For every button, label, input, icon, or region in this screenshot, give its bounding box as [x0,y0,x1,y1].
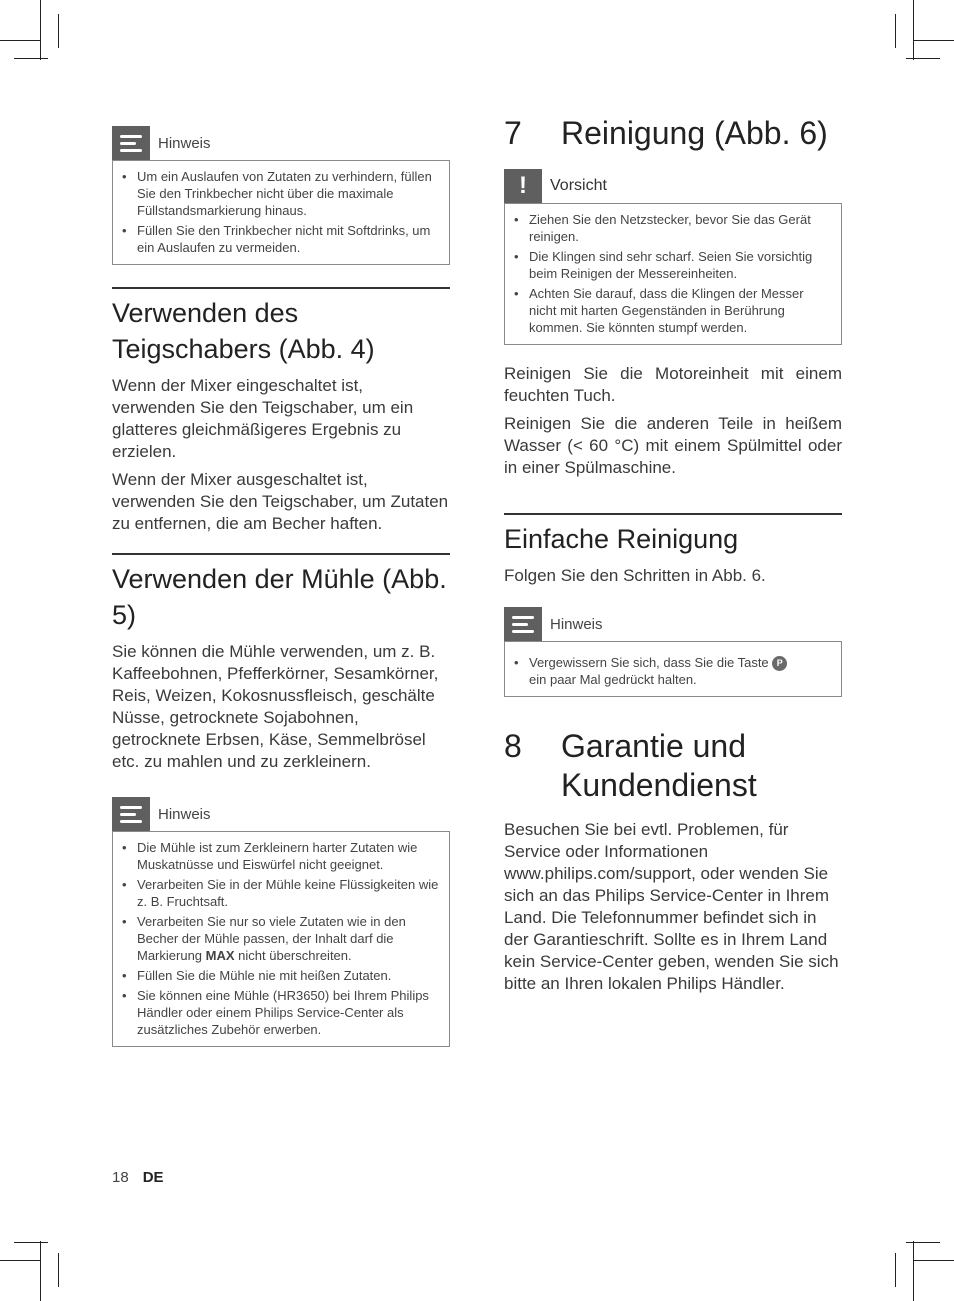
caution-body [504,203,842,345]
caution-item: • Achten Sie darauf, dass die Klingen der Messer nicht mit harten Gegenständen in Berührung kommen. Sie könnten stumpf werden. [513,285,833,336]
warning-icon: ! [504,169,542,203]
paragraph: Sie können die Mühle verwenden, um z. B. Kaffeebohnen, Pfefferkörner, Sesamkörner, Reis, Weizen, Kokosnussfleisch, geschälte Nüsse, getrocknete Sojabohnen, getrocknete Erbsen, Käse, Semmelbrösel etc. zu mahlen und zu zerkleinern. [112,642,439,771]
note-body [112,160,450,265]
note-item [513,654,833,688]
note-box [112,124,450,265]
right-column [504,114,842,1001]
note-item-text: nicht überschreiten. [238,948,352,963]
note-item: • Verarbeiten Sie in der Mühle keine Flüssigkeiten wie z. B. Fruchtsaft. [121,876,441,910]
paragraph: Besuchen Sie bei evtl. Problemen, für Service oder Informationen www.philips.com/support, oder wenden Sie sich an das Philips Service-Center in Ihrem Land. Die Telefonnummer befindet sich in der Garantieschrift. Sollte es in Ihrem Land kein Service-Center geben, wenden Sie sich bitte an Ihren lokalen Philips Händler. [504,820,839,993]
crop-mark [0,40,40,41]
chapter-number: 7 [504,115,522,151]
caution-box [504,167,842,345]
paragraph: Wenn der Mixer eingeschaltet ist, verwenden Sie den Teigschaber, um ein glatteres gleichmäßigeres Ergebnis zu erzielen. [112,376,414,461]
section-heading-muehle: Verwenden der Mühle (Abb. 5) [112,553,450,633]
note-icon [504,607,542,641]
chapter-heading-8 [504,727,842,805]
note-header [504,605,842,641]
crop-mark [14,58,48,59]
crop-mark [914,40,954,41]
crop-mark [914,1260,954,1261]
crop-mark [913,0,914,60]
note-item: • Sie können eine Mühle (HR3650) bei Ihrem Philips Händler oder einem Philips Service-Center als zusätzliches Zubehör erwerben. [121,987,441,1038]
caution-item: • Die Klingen sind sehr scharf. Seien Sie vorsichtig beim Reinigen der Messereinheiten. [513,248,833,282]
note-title: Hinweis [550,616,603,633]
caution-item: • Ziehen Sie den Netzstecker, bevor Sie das Gerät reinigen. [513,211,833,245]
note-icon [112,797,150,831]
chapter-title: Garantie und Kundendienst [561,728,757,803]
note-box [504,605,842,697]
chapter-heading-7 [504,114,842,153]
note-body [112,831,450,1047]
left-column [112,124,450,1069]
page-footer [112,1169,164,1186]
note-icon [112,126,150,160]
p-button-icon: P [772,656,787,671]
crop-mark [0,1260,40,1261]
section-heading-teigschaber: Verwenden des Teigschabers (Abb. 4) [112,287,450,367]
section-heading-einfache-reinigung: Einfache Reinigung [504,513,842,557]
note-header [112,795,450,831]
crop-mark [58,1253,59,1287]
crop-mark [906,1242,940,1243]
crop-mark [40,1241,41,1301]
language-code: DE [142,1169,164,1186]
chapter-number: 8 [504,728,522,764]
note-item-text: Verarbeiten Sie nur so viele Zutaten wie in den Becher der Mühle passen, der Inhalt darf die Markierung [137,914,406,963]
note-title: Hinweis [158,135,211,152]
crop-mark [913,1241,914,1301]
note-item: • Füllen Sie die Mühle nie mit heißen Zutaten. [121,967,441,984]
note-title: Hinweis [158,806,211,823]
paragraph: Reinigen Sie die Motoreinheit mit einem feuchten Tuch. [504,364,842,405]
crop-mark [895,14,896,48]
crop-mark [40,0,41,60]
caution-header [504,167,842,203]
paragraph: Reinigen Sie die anderen Teile in heißem Wasser (< 60 °C) mit einem Spülmittel oder in einer Spülmaschine. [504,414,842,477]
crop-mark [58,14,59,48]
max-marking-label: MAX [205,948,235,963]
note-item-text: ein paar Mal gedrückt halten. [529,672,697,687]
paragraph: Wenn der Mixer ausgeschaltet ist, verwenden Sie den Teigschaber, um Zutaten zu entfernen, die am Becher haften. [112,470,449,533]
note-item: • Füllen Sie den Trinkbecher nicht mit Softdrinks, um ein Auslaufen zu vermeiden. [121,222,441,256]
crop-mark [895,1253,896,1287]
crop-mark [14,1242,48,1243]
note-item-text: Vergewissern Sie sich, dass Sie die Taste [529,655,769,670]
caution-title: Vorsicht [550,177,607,194]
note-item: • Um ein Auslaufen von Zutaten zu verhindern, füllen Sie den Trinkbecher nicht über die maximale Füllstandsmarkierung hinaus. [121,168,441,219]
note-header [112,124,450,160]
note-body [504,641,842,697]
note-item: • Die Mühle ist zum Zerkleinern harter Zutaten wie Muskatnüsse und Eiswürfel nicht geeignet. [121,839,441,873]
chapter-title: Reinigung (Abb. 6) [561,115,828,151]
paragraph: Folgen Sie den Schritten in Abb. 6. [504,566,766,585]
page-number: 18 [112,1169,129,1186]
note-item [121,913,441,964]
crop-mark [906,58,940,59]
note-box [112,795,450,1047]
